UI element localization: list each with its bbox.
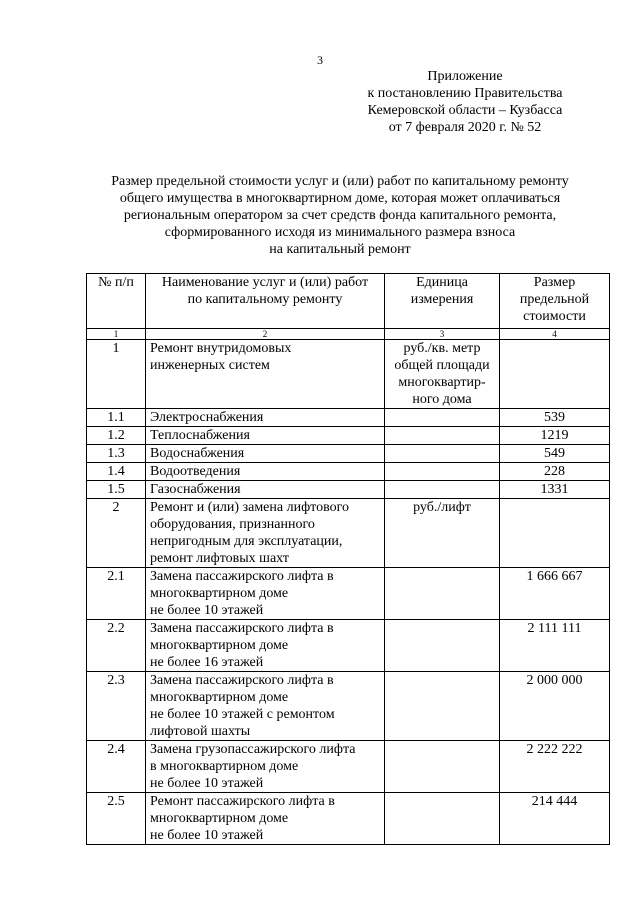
column-index: 3 — [385, 329, 500, 340]
column-index-row — [87, 329, 610, 340]
row-number: 1.1 — [87, 409, 146, 427]
column-index: 1 — [87, 329, 146, 340]
table-row — [87, 793, 610, 845]
unit-of-measure — [385, 481, 500, 499]
column-index: 2 — [146, 329, 385, 340]
max-cost: 2 222 222 — [500, 741, 610, 793]
table-row — [87, 340, 610, 409]
service-name-line: Ремонт внутридомовых — [150, 341, 292, 356]
row-number: 1.5 — [87, 481, 146, 499]
table-row — [87, 499, 610, 568]
service-name — [146, 499, 385, 568]
unit-of-measure — [385, 620, 500, 672]
service-name-line: Ремонт пассажирского лифта в — [150, 794, 335, 809]
row-number: 2.4 — [87, 741, 146, 793]
unit-of-measure — [385, 741, 500, 793]
title-line: на капитальный ремонт — [269, 242, 411, 257]
unit-of-measure — [385, 499, 500, 568]
unit-line: руб./лифт — [413, 500, 471, 515]
service-name-line: Водоснабжения — [150, 446, 245, 461]
service-name-line: лифтовой шахты — [150, 724, 251, 739]
service-name — [146, 481, 385, 499]
header-price: Размер предельной стоимости — [500, 274, 610, 329]
service-name-line: не более 10 этажей — [150, 603, 264, 618]
title-line: сформированного исходя из минимального размера взноса — [164, 225, 516, 240]
table-row — [87, 445, 610, 463]
service-name — [146, 672, 385, 741]
unit-of-measure — [385, 409, 500, 427]
table-row — [87, 427, 610, 445]
unit-of-measure — [385, 672, 500, 741]
max-cost: 1219 — [500, 427, 610, 445]
service-name-line: не более 10 этажей с ремонтом — [150, 707, 335, 722]
row-number: 1.4 — [87, 463, 146, 481]
service-name-line: многоквартирном доме — [150, 586, 289, 601]
service-name-line: Водоотведения — [150, 464, 241, 479]
table-row — [87, 620, 610, 672]
unit-line: руб./кв. метр — [403, 341, 481, 356]
service-name-line: ремонт лифтовых шахт — [150, 551, 289, 566]
max-cost: 1 666 667 — [500, 568, 610, 620]
title-line: Размер предельной стоимости услуг и (или) работ по капитальному ремонту — [111, 174, 569, 189]
service-name-line: не более 16 этажей — [150, 655, 264, 670]
service-name-line: Замена пассажирского лифта в — [150, 673, 334, 688]
service-name — [146, 620, 385, 672]
table-row — [87, 568, 610, 620]
table-row — [87, 741, 610, 793]
service-name-line: не более 10 этажей — [150, 776, 264, 791]
max-cost: 2 000 000 — [500, 672, 610, 741]
row-number: 1.2 — [87, 427, 146, 445]
max-cost — [500, 499, 610, 568]
header-name: Наименование услуг и (или) работ по капитальному ремонту — [146, 274, 385, 329]
title-line: общего имущества в многоквартирном доме, которая может оплачиваться — [119, 191, 561, 206]
max-cost: 549 — [500, 445, 610, 463]
service-name-line: Газоснабжения — [150, 482, 241, 497]
unit-of-measure — [385, 445, 500, 463]
table-header-row — [87, 274, 610, 329]
service-name-line: многоквартирном доме — [150, 638, 289, 653]
table-row — [87, 672, 610, 741]
service-name-line: многоквартирном доме — [150, 690, 289, 705]
service-name-line: инженерных систем — [150, 358, 270, 373]
service-name — [146, 793, 385, 845]
appendix-line: Приложение — [427, 69, 503, 84]
service-name-line: Замена пассажирского лифта в — [150, 569, 334, 584]
table-row — [87, 409, 610, 427]
service-name-line: многоквартирном доме — [150, 811, 289, 826]
header-unit: Единица измерения — [385, 274, 500, 329]
unit-of-measure — [385, 463, 500, 481]
table-row — [87, 481, 610, 499]
service-name-line: оборудования, признанного — [150, 517, 315, 532]
row-number: 2.5 — [87, 793, 146, 845]
service-name — [146, 427, 385, 445]
page-number: 3 — [317, 53, 323, 67]
document-title — [80, 173, 600, 258]
table-body — [87, 340, 610, 845]
row-number: 1.3 — [87, 445, 146, 463]
max-cost: 228 — [500, 463, 610, 481]
appendix-line: Кемеровской области – Кузбасса — [367, 103, 563, 118]
service-name-line: Ремонт и (или) замена лифтового — [150, 500, 349, 515]
service-name — [146, 445, 385, 463]
appendix-line: к постановлению Правительства — [367, 86, 563, 101]
max-cost: 214 444 — [500, 793, 610, 845]
table-row — [87, 463, 610, 481]
column-index: 4 — [500, 329, 610, 340]
service-name-line: Замена пассажирского лифта в — [150, 621, 334, 636]
unit-line: ного дома — [412, 392, 472, 407]
service-name-line: не более 10 этажей — [150, 828, 264, 843]
service-name-line: Замена грузопассажирского лифта — [150, 742, 356, 757]
service-name-line: Теплоснабжения — [150, 428, 250, 443]
header-num: № п/п — [87, 274, 146, 329]
max-cost: 539 — [500, 409, 610, 427]
title-line: региональным оператором за счет средств фонда капитального ремонта, — [123, 208, 557, 223]
row-number: 2 — [87, 499, 146, 568]
unit-of-measure — [385, 340, 500, 409]
appendix-header — [330, 68, 600, 136]
unit-of-measure — [385, 793, 500, 845]
service-name-line: непригодным для эксплуатации, — [150, 534, 343, 549]
appendix-line: от 7 февраля 2020 г. № 52 — [388, 120, 542, 135]
service-name — [146, 568, 385, 620]
service-name-line: Электроснабжения — [150, 410, 264, 425]
row-number: 2.2 — [87, 620, 146, 672]
max-cost: 1331 — [500, 481, 610, 499]
unit-line: общей площади — [394, 358, 490, 373]
row-number: 2.3 — [87, 672, 146, 741]
row-number: 2.1 — [87, 568, 146, 620]
unit-of-measure — [385, 568, 500, 620]
service-name — [146, 463, 385, 481]
row-number: 1 — [87, 340, 146, 409]
service-name — [146, 340, 385, 409]
max-cost — [500, 340, 610, 409]
max-cost: 2 111 111 — [500, 620, 610, 672]
unit-of-measure — [385, 427, 500, 445]
unit-line: многоквартир- — [398, 375, 486, 390]
service-name — [146, 409, 385, 427]
cost-table — [86, 273, 610, 845]
service-name — [146, 741, 385, 793]
service-name-line: в многоквартирном доме — [150, 759, 299, 774]
